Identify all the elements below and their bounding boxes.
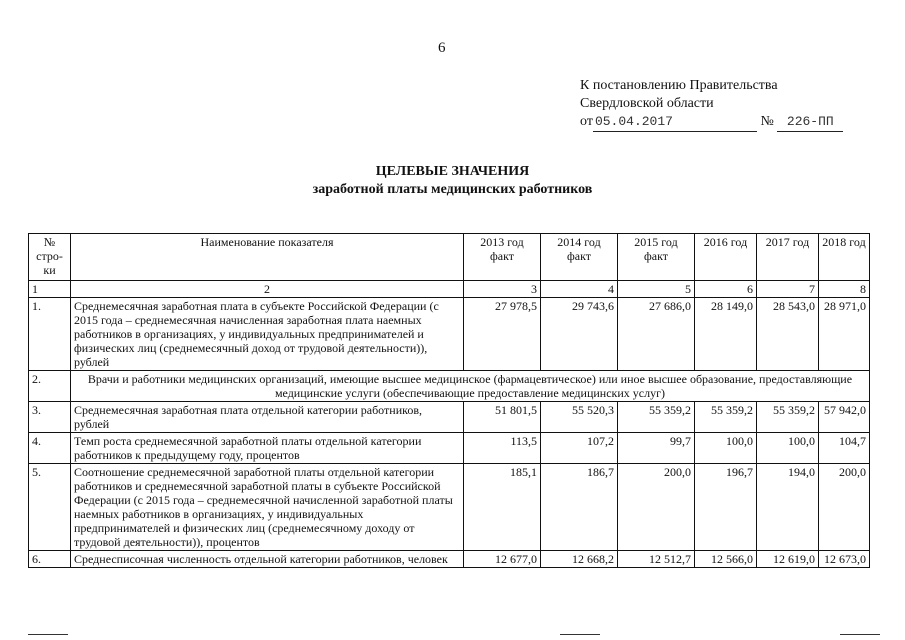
column-index: 1 xyxy=(29,281,71,298)
value-2017: 12 619,0 xyxy=(757,551,819,568)
document-subtitle: заработной платы медицинских работников xyxy=(312,182,593,197)
row-number: 6. xyxy=(29,551,71,568)
column-index: 8 xyxy=(819,281,870,298)
value-2018: 57 942,0 xyxy=(819,402,870,433)
column-index: 5 xyxy=(618,281,695,298)
value-2016: 12 566,0 xyxy=(695,551,757,568)
value-2016: 55 359,2 xyxy=(695,402,757,433)
value-2016: 100,0 xyxy=(695,433,757,464)
value-2015: 55 359,2 xyxy=(618,402,695,433)
column-index: 4 xyxy=(541,281,618,298)
approval-line-2: Свердловской области xyxy=(580,96,714,111)
value-2013: 27 978,5 xyxy=(464,298,541,371)
row-number: 5. xyxy=(29,464,71,551)
header-2013: 2013 год факт xyxy=(464,234,541,281)
bottom-edge-line xyxy=(840,634,880,635)
value-2015: 99,7 xyxy=(618,433,695,464)
row-number: 1. xyxy=(29,298,71,371)
value-2014: 55 520,3 xyxy=(541,402,618,433)
header-2016: 2016 год xyxy=(695,234,757,281)
header-2014: 2014 год факт xyxy=(541,234,618,281)
table-row xyxy=(29,464,870,551)
document-title: ЦЕЛЕВЫЕ ЗНАЧЕНИЯ xyxy=(375,164,530,179)
table-row xyxy=(29,433,870,464)
value-2014: 29 743,6 xyxy=(541,298,618,371)
indicator-name: Среднесписочная численность отдельной категории работников, человек xyxy=(71,551,464,568)
number-label: № xyxy=(760,114,774,129)
row-number: 3. xyxy=(29,402,71,433)
resolution-date: 05.04.2017 xyxy=(593,113,757,132)
value-2013: 51 801,5 xyxy=(464,402,541,433)
column-index: 2 xyxy=(71,281,464,298)
value-2016: 196,7 xyxy=(695,464,757,551)
row-number: 4. xyxy=(29,433,71,464)
header-row xyxy=(29,234,870,281)
value-2018: 104,7 xyxy=(819,433,870,464)
table-row xyxy=(29,551,870,568)
header-2017: 2017 год xyxy=(757,234,819,281)
page-number: 6 xyxy=(438,40,446,56)
value-2014: 12 668,2 xyxy=(541,551,618,568)
column-index: 3 xyxy=(464,281,541,298)
value-2013: 12 677,0 xyxy=(464,551,541,568)
header-row-number: № стро-ки xyxy=(29,234,71,281)
table-row xyxy=(29,402,870,433)
column-index-row xyxy=(29,281,870,298)
section-heading: Врачи и работники медицинских организаций, имеющие высшее медицинское (фармацевтическое) или иное высшее образование, предоставляющие медицинские услуги (обеспечивающие предоставление медицинских услуг) xyxy=(71,371,870,402)
header-indicator-name: Наименование показателя xyxy=(71,234,464,281)
indicator-name: Соотношение среднемесячной заработной платы отдельной категории работников и среднемесячной заработной платы в субъекте Российской Федерации (с 2015 года – среднемесячной начисленной заработной платы наемных работников в организациях, у индивидуальных предпринимателей и физических лиц (среднемесячному доходу от трудовой деятельности)), процентов xyxy=(71,464,464,551)
bottom-edge-line xyxy=(28,634,68,635)
value-2016: 28 149,0 xyxy=(695,298,757,371)
target-values-table xyxy=(28,233,870,568)
header-2018: 2018 год xyxy=(819,234,870,281)
value-2018: 200,0 xyxy=(819,464,870,551)
row-number: 2. xyxy=(29,371,71,402)
value-2017: 194,0 xyxy=(757,464,819,551)
approval-date-number xyxy=(580,113,843,132)
indicator-name: Темп роста среднемесячной заработной платы отдельной категории работников к предыдущему году, процентов xyxy=(71,433,464,464)
value-2018: 12 673,0 xyxy=(819,551,870,568)
column-index: 6 xyxy=(695,281,757,298)
bottom-edge-line xyxy=(560,634,600,635)
value-2015: 200,0 xyxy=(618,464,695,551)
approval-line-1: К постановлению Правительства xyxy=(580,78,778,93)
resolution-number: 226-ПП xyxy=(777,113,843,132)
value-2013: 185,1 xyxy=(464,464,541,551)
value-2018: 28 971,0 xyxy=(819,298,870,371)
value-2015: 27 686,0 xyxy=(618,298,695,371)
value-2017: 55 359,2 xyxy=(757,402,819,433)
value-2014: 186,7 xyxy=(541,464,618,551)
value-2017: 100,0 xyxy=(757,433,819,464)
table-row xyxy=(29,298,870,371)
header-2015: 2015 год факт xyxy=(618,234,695,281)
indicator-name: Среднемесячная заработная плата в субъекте Российской Федерации (с 2015 года – среднемесячная начисленная заработная плата наемных работников в организациях, у индивидуальных предпринимателей и физических лиц (среднемесячный доход от трудовой деятельности)), рублей xyxy=(71,298,464,371)
section-row xyxy=(29,371,870,402)
from-label: от xyxy=(580,114,593,129)
value-2014: 107,2 xyxy=(541,433,618,464)
value-2017: 28 543,0 xyxy=(757,298,819,371)
value-2015: 12 512,7 xyxy=(618,551,695,568)
column-index: 7 xyxy=(757,281,819,298)
value-2013: 113,5 xyxy=(464,433,541,464)
indicator-name: Среднемесячная заработная плата отдельной категории работников, рублей xyxy=(71,402,464,433)
approval-block xyxy=(580,77,843,132)
